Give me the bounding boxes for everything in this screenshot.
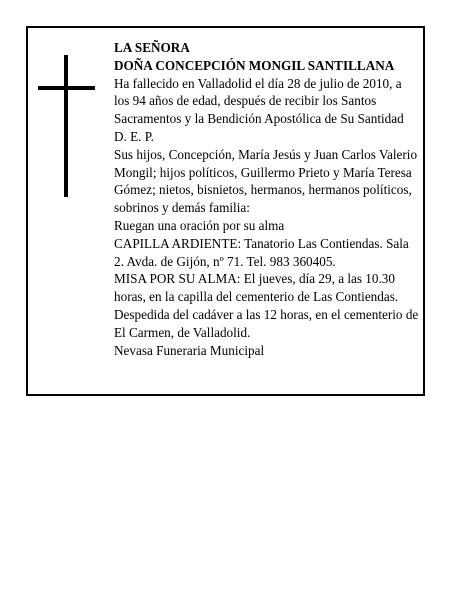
dep-abbreviation: D. E. P.	[114, 128, 154, 144]
mass-info: MISA POR SU ALMA: El jueves, día 29, a las 10.30 horas, en la capilla del cementerio de Las Contiendas. Despedida del cadáver a las 12 horas, en el cementerio de El Carmen, de Valladolid.	[114, 271, 419, 340]
funeral-home: Nevasa Funeraria Municipal	[114, 342, 265, 358]
deceased-name: DOÑA CONCEPCIÓN MONGIL SANTILLANA	[114, 57, 395, 73]
cross-horizontal-bar	[38, 86, 95, 90]
cross-vertical-bar	[64, 55, 68, 197]
notice-body	[114, 39, 419, 359]
family-list: Sus hijos, Concepción, María Jesús y Juan Carlos Valerio Mongil; hijos políticos, Guillermo Prieto y María Teresa Gómez; nietos, bisnietos, hermanos, hermanos políticos, sobrinos y demás familia:	[114, 146, 418, 216]
prayer-request: Ruegan una oración por su alma	[114, 217, 285, 233]
death-statement: Ha fallecido en Valladolid el día 28 de julio de 2010, a los 94 años de edad, después de recibir los Santos Sacramentos y la Bendición Apostólica de Su Santidad	[114, 75, 404, 127]
funeral-chapel-info: CAPILLA ARDIENTE: Tanatorio Las Contiendas. Sala 2. Avda. de Gijón, nº 71. Tel. 983 360405.	[114, 235, 409, 269]
notice-heading-title: LA SEÑORA	[114, 40, 190, 55]
